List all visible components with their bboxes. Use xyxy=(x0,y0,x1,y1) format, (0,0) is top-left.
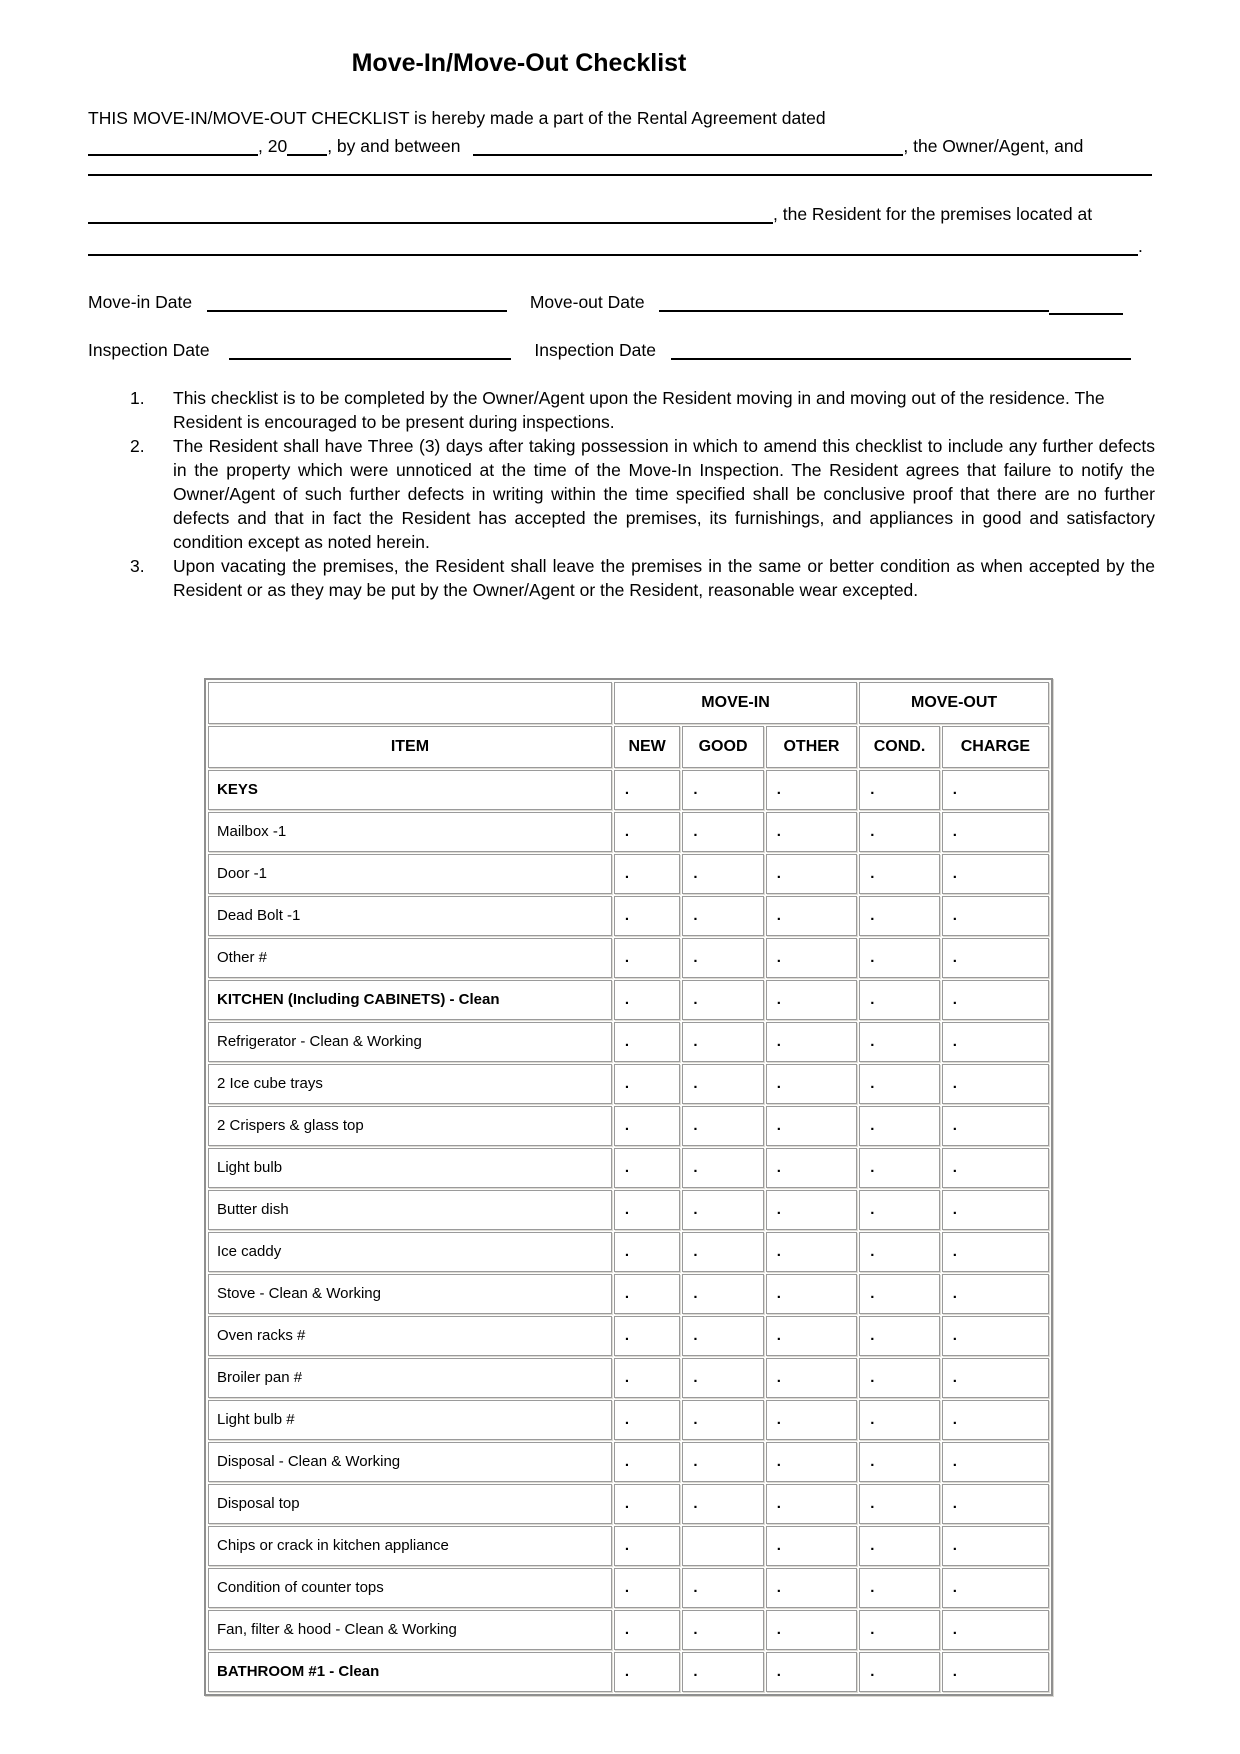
mark-cell: . xyxy=(682,854,763,894)
mark-cell: . xyxy=(942,1400,1049,1440)
move-out-group-header: MOVE-OUT xyxy=(859,682,1049,724)
mark-cell: . xyxy=(859,1400,940,1440)
mark-cell: . xyxy=(859,1442,940,1482)
mark-cell: . xyxy=(614,980,680,1020)
mark-cell: . xyxy=(682,1484,763,1524)
item-cell: Other # xyxy=(208,938,612,978)
group-header-row xyxy=(208,682,1049,724)
mark-cell: . xyxy=(766,1148,857,1188)
mark-cell: . xyxy=(682,938,763,978)
mark-cell: . xyxy=(682,1652,763,1692)
mark-cell: . xyxy=(859,1358,940,1398)
mark-cell: . xyxy=(682,1022,763,1062)
table-row xyxy=(208,812,1049,852)
mark-cell: . xyxy=(614,1106,680,1146)
mark-cell xyxy=(682,1526,763,1566)
blank-owner-continued-line xyxy=(88,174,1152,176)
mark-cell: . xyxy=(859,1568,940,1608)
mark-cell: . xyxy=(682,1442,763,1482)
item-cell: Disposal - Clean & Working xyxy=(208,1442,612,1482)
movein-date-label: Move-in Date xyxy=(88,292,193,312)
mark-cell: . xyxy=(682,812,763,852)
mark-cell: . xyxy=(766,1442,857,1482)
checklist-table-body xyxy=(208,770,1049,1692)
resident-line xyxy=(88,200,1155,228)
move-in-group-header: MOVE-IN xyxy=(614,682,857,724)
mark-cell: . xyxy=(614,1022,680,1062)
item-cell: 2 Ice cube trays xyxy=(208,1064,612,1104)
mark-cell: . xyxy=(942,1568,1049,1608)
mark-cell: . xyxy=(859,1526,940,1566)
mark-cell: . xyxy=(614,1610,680,1650)
list-item-1 xyxy=(88,386,1155,434)
mark-cell: . xyxy=(682,1148,763,1188)
mark-cell: . xyxy=(942,938,1049,978)
table-row xyxy=(208,1148,1049,1188)
inspection-dates-row xyxy=(88,336,1155,364)
table-row xyxy=(208,1526,1049,1566)
table-row xyxy=(208,770,1049,810)
mark-cell: . xyxy=(859,1484,940,1524)
mark-cell: . xyxy=(614,938,680,978)
mark-cell: . xyxy=(766,980,857,1020)
item-cell: Light bulb xyxy=(208,1148,612,1188)
table-row xyxy=(208,1274,1049,1314)
inspection-date-label-1: Inspection Date xyxy=(88,340,210,360)
mark-cell: . xyxy=(942,1190,1049,1230)
blank-year xyxy=(287,137,327,157)
mark-cell: . xyxy=(859,980,940,1020)
table-row xyxy=(208,1232,1049,1272)
table-row xyxy=(208,938,1049,978)
mark-cell: . xyxy=(766,1106,857,1146)
intro-paragraph xyxy=(88,104,1155,160)
mark-cell: . xyxy=(766,854,857,894)
list-item-2-text: The Resident shall have Three (3) days after taking possession in which to amend this checklist to include any further defects in the property which were unnoticed at the time of the Move-In Inspection. The Resident agrees that failure to notify the Owner/Agent of such further defects in writing within the time specified shall be conclusive proof that there are no further defects and that in fact the Resident has accepted the premises, its furnishings, and appliances in good and satisfactory condition except as noted herein. xyxy=(173,436,1155,552)
mark-cell: . xyxy=(682,1400,763,1440)
mark-cell: . xyxy=(942,1148,1049,1188)
mark-cell: . xyxy=(859,854,940,894)
mark-cell: . xyxy=(942,1484,1049,1524)
mark-cell: . xyxy=(614,812,680,852)
mark-cell: . xyxy=(682,1274,763,1314)
item-cell: Fan, filter & hood - Clean & Working xyxy=(208,1610,612,1650)
table-row xyxy=(208,1190,1049,1230)
mark-cell: . xyxy=(614,1358,680,1398)
column-header-other: OTHER xyxy=(766,726,857,768)
mark-cell: . xyxy=(614,896,680,936)
item-cell: Light bulb # xyxy=(208,1400,612,1440)
blank-moveout-date-extra xyxy=(1049,296,1123,316)
mark-cell: . xyxy=(766,770,857,810)
mark-cell: . xyxy=(682,1610,763,1650)
mark-cell: . xyxy=(942,1064,1049,1104)
list-item-3-text: Upon vacating the premises, the Resident shall leave the premises in the same or better condition as when accepted by the Resident or as they may be put by the Owner/Agent or the Resident, reasonable wear excepted. xyxy=(173,556,1155,600)
list-item-1-text: This checklist is to be completed by the Owner/Agent upon the Resident moving in and moving out of the residence. The Resident is encouraged to be present during inspections. xyxy=(173,388,1105,432)
mark-cell: . xyxy=(942,1232,1049,1272)
table-row xyxy=(208,1568,1049,1608)
mark-cell: . xyxy=(859,1274,940,1314)
mark-cell: . xyxy=(682,896,763,936)
table-row xyxy=(208,1442,1049,1482)
mark-cell: . xyxy=(614,1652,680,1692)
item-cell: Ice caddy xyxy=(208,1232,612,1272)
mark-cell: . xyxy=(766,1652,857,1692)
list-item-3 xyxy=(88,554,1155,602)
mark-cell: . xyxy=(859,1022,940,1062)
mark-cell: . xyxy=(766,896,857,936)
table-row xyxy=(208,854,1049,894)
mark-cell: . xyxy=(614,1316,680,1356)
mark-cell: . xyxy=(614,1190,680,1230)
blank-moveout-date xyxy=(659,293,1049,313)
mark-cell: . xyxy=(614,770,680,810)
column-header-cond: COND. xyxy=(859,726,940,768)
mark-cell: . xyxy=(766,1358,857,1398)
column-header-row xyxy=(208,726,1049,768)
mark-cell: . xyxy=(942,1106,1049,1146)
mark-cell: . xyxy=(614,1484,680,1524)
terms-list xyxy=(88,386,1155,602)
mark-cell: . xyxy=(766,1400,857,1440)
item-cell: KEYS xyxy=(208,770,612,810)
list-item-1-number: 1. xyxy=(130,388,145,408)
move-dates-row xyxy=(88,288,1155,316)
table-row xyxy=(208,1022,1049,1062)
table-row xyxy=(208,1106,1049,1146)
mark-cell: . xyxy=(766,1232,857,1272)
mark-cell: . xyxy=(614,854,680,894)
column-header-item: ITEM xyxy=(208,726,612,768)
mark-cell: . xyxy=(942,1652,1049,1692)
mark-cell: . xyxy=(766,1274,857,1314)
table-row xyxy=(208,1358,1049,1398)
item-cell: Butter dish xyxy=(208,1190,612,1230)
mark-cell: . xyxy=(942,854,1049,894)
resident-line-suffix: , the Resident for the premises located at xyxy=(773,204,1093,224)
mark-cell: . xyxy=(942,980,1049,1020)
item-cell: Condition of counter tops xyxy=(208,1568,612,1608)
blank-inspection-date-2 xyxy=(671,341,1131,361)
mark-cell: . xyxy=(942,1358,1049,1398)
mark-cell: . xyxy=(942,1316,1049,1356)
page-title: Move-In/Move-Out Checklist xyxy=(351,49,687,77)
mark-cell: . xyxy=(766,938,857,978)
intro-line2-part1: , 20 xyxy=(258,136,288,156)
mark-cell: . xyxy=(859,1610,940,1650)
mark-cell: . xyxy=(942,812,1049,852)
table-row xyxy=(208,1400,1049,1440)
blank-date xyxy=(88,137,258,157)
intro-line2-part3: , the Owner/Agent, and xyxy=(903,136,1084,156)
mark-cell: . xyxy=(942,1274,1049,1314)
mark-cell: . xyxy=(859,1232,940,1272)
table-row xyxy=(208,980,1049,1020)
blank-movein-date xyxy=(207,293,507,313)
item-cell: BATHROOM #1 - Clean xyxy=(208,1652,612,1692)
mark-cell: . xyxy=(682,1316,763,1356)
mark-cell: . xyxy=(614,1148,680,1188)
mark-cell: . xyxy=(766,1568,857,1608)
blank-inspection-date-1 xyxy=(229,341,511,361)
table-row xyxy=(208,1064,1049,1104)
table-row xyxy=(208,896,1049,936)
mark-cell: . xyxy=(859,1190,940,1230)
mark-cell: . xyxy=(766,1526,857,1566)
mark-cell: . xyxy=(682,1358,763,1398)
mark-cell: . xyxy=(859,896,940,936)
item-cell: KITCHEN (Including CABINETS) - Clean xyxy=(208,980,612,1020)
column-header-good: GOOD xyxy=(682,726,763,768)
item-cell: Oven racks # xyxy=(208,1316,612,1356)
item-cell: Stove - Clean & Working xyxy=(208,1274,612,1314)
mark-cell: . xyxy=(614,1400,680,1440)
item-cell: Refrigerator - Clean & Working xyxy=(208,1022,612,1062)
mark-cell: . xyxy=(614,1568,680,1608)
column-header-charge: CHARGE xyxy=(942,726,1049,768)
mark-cell: . xyxy=(614,1526,680,1566)
mark-cell: . xyxy=(942,1526,1049,1566)
mark-cell: . xyxy=(682,1106,763,1146)
mark-cell: . xyxy=(859,1148,940,1188)
item-cell: Disposal top xyxy=(208,1484,612,1524)
moveout-date-label: Move-out Date xyxy=(529,292,645,312)
mark-cell: . xyxy=(682,1568,763,1608)
mark-cell: . xyxy=(766,1190,857,1230)
table-row xyxy=(208,1652,1049,1692)
mark-cell: . xyxy=(766,1316,857,1356)
inspection-date-label-2: Inspection Date xyxy=(534,340,656,360)
table-row xyxy=(208,1610,1049,1650)
mark-cell: . xyxy=(682,980,763,1020)
mark-cell: . xyxy=(682,770,763,810)
mark-cell: . xyxy=(682,1064,763,1104)
list-item-2 xyxy=(88,434,1155,554)
item-cell: Broiler pan # xyxy=(208,1358,612,1398)
mark-cell: . xyxy=(766,1064,857,1104)
blank-premises-address xyxy=(88,237,1138,257)
mark-cell: . xyxy=(942,1022,1049,1062)
mark-cell: . xyxy=(766,1610,857,1650)
mark-cell: . xyxy=(859,812,940,852)
list-item-3-number: 3. xyxy=(130,556,145,576)
table-row xyxy=(208,1316,1049,1356)
item-cell: Door -1 xyxy=(208,854,612,894)
mark-cell: . xyxy=(859,938,940,978)
corner-cell xyxy=(208,682,612,724)
item-cell: Mailbox -1 xyxy=(208,812,612,852)
premises-address-line xyxy=(88,232,1155,260)
intro-line1: THIS MOVE-IN/MOVE-OUT CHECKLIST is hereby made a part of the Rental Agreement dated xyxy=(88,108,826,128)
column-header-new: NEW xyxy=(614,726,680,768)
table-row xyxy=(208,1484,1049,1524)
mark-cell: . xyxy=(614,1442,680,1482)
address-line-period: . xyxy=(1138,236,1143,256)
checklist-table xyxy=(204,678,1053,1696)
mark-cell: . xyxy=(614,1232,680,1272)
mark-cell: . xyxy=(859,1316,940,1356)
mark-cell: . xyxy=(942,896,1049,936)
list-item-2-number: 2. xyxy=(130,436,145,456)
blank-resident-name xyxy=(88,205,773,225)
mark-cell: . xyxy=(859,770,940,810)
mark-cell: . xyxy=(682,1232,763,1272)
mark-cell: . xyxy=(859,1652,940,1692)
mark-cell: . xyxy=(859,1064,940,1104)
mark-cell: . xyxy=(614,1064,680,1104)
mark-cell: . xyxy=(766,1022,857,1062)
blank-owner-name xyxy=(473,137,903,157)
item-cell: Dead Bolt -1 xyxy=(208,896,612,936)
mark-cell: . xyxy=(766,1484,857,1524)
mark-cell: . xyxy=(942,1442,1049,1482)
mark-cell: . xyxy=(859,1106,940,1146)
mark-cell: . xyxy=(942,770,1049,810)
item-cell: 2 Crispers & glass top xyxy=(208,1106,612,1146)
mark-cell: . xyxy=(682,1190,763,1230)
item-cell: Chips or crack in kitchen appliance xyxy=(208,1526,612,1566)
mark-cell: . xyxy=(766,812,857,852)
mark-cell: . xyxy=(942,1610,1049,1650)
mark-cell: . xyxy=(614,1274,680,1314)
intro-line2-part2: , by and between xyxy=(327,136,461,156)
